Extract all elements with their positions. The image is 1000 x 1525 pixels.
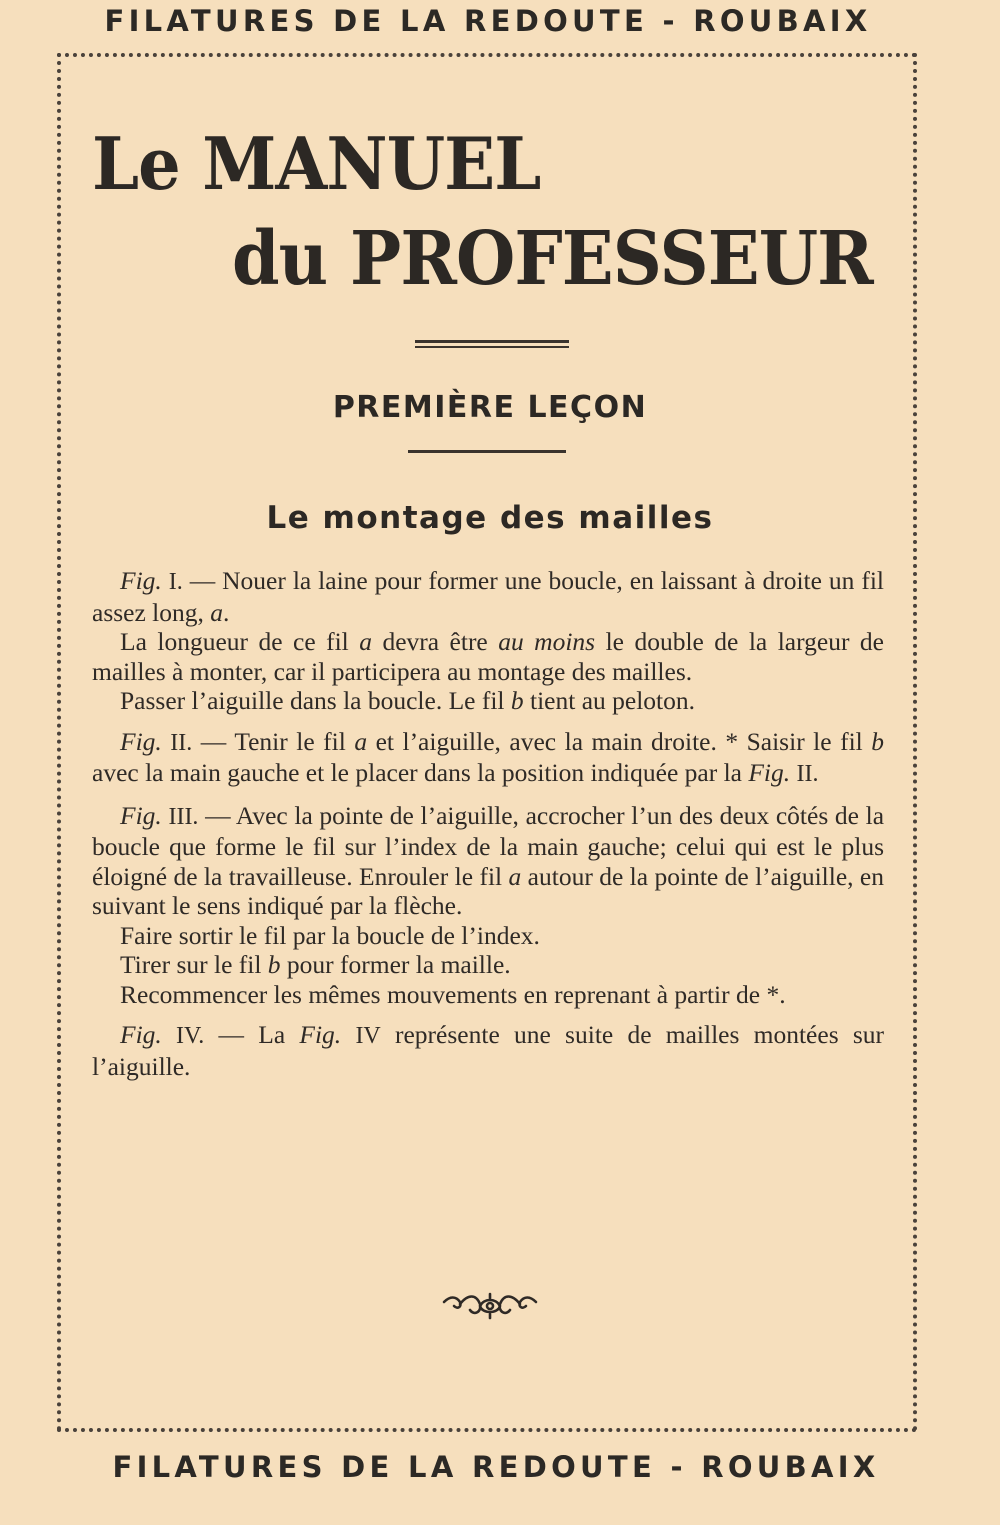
section-subtitle: Le montage des mailles [266, 500, 714, 536]
paragraph-text: et l’aiguille, avec la main droite. * Saisir le fil [367, 726, 872, 756]
paragraph-text: Tirer sur le fil [120, 950, 268, 979]
lesson-heading: PREMIÈRE LEÇON [332, 390, 648, 425]
fig-number: I. [168, 569, 183, 595]
paragraph-text: représente une suite de mailles montées sur l’aiguille. [92, 1020, 885, 1081]
footer-banner: FILATURES DE LA REDOUTE - ROUBAIX [112, 1450, 880, 1484]
paragraph-text: — La [204, 1020, 300, 1049]
paragraph-text: — Tenir le fil [192, 726, 355, 756]
title-rule-lower [415, 346, 569, 348]
fig-label: Fig. [748, 758, 791, 787]
paragraph-fig-2 [92, 727, 884, 790]
page-title-line-1: Le MANUEL [92, 121, 541, 206]
paragraph-text: Passer l’aiguille dans la boucle. Le fil [120, 686, 511, 715]
paragraph-needle [92, 686, 884, 716]
paragraph-fig-4 [92, 1020, 884, 1081]
fig-label: Fig. [120, 566, 162, 595]
paragraph-text: tient au peloton. [523, 686, 696, 715]
paragraph-fig-3 [92, 801, 884, 921]
fig-number: III. [168, 803, 199, 830]
variable-letter: a [359, 627, 372, 656]
paragraph-text: devra être [371, 627, 499, 656]
paragraph-text: pour former la maille. [280, 950, 511, 979]
header-banner: FILATURES DE LA REDOUTE - ROUBAIX [104, 4, 872, 38]
lesson-rule [408, 450, 566, 453]
paragraph-text: — Nouer la laine pour former une boucle, en laissant à droite un fil assez long, [92, 566, 885, 627]
paragraph-text: Recommencer les mêmes mouvements en reprenant à partir de *. [120, 979, 786, 1009]
paragraph-text: le double de la largeur de mailles à monter, car il participera au montage des mailles. [92, 627, 884, 686]
fleuron-ornament-icon [440, 1288, 540, 1322]
fig-number: II. [170, 729, 193, 756]
paragraph-pull [92, 950, 884, 980]
paragraph-text: La longueur de ce fil [120, 627, 360, 656]
variable-letter: b [510, 686, 524, 715]
paragraph-end: . [223, 597, 230, 627]
paragraph-text: avec la main gauche et le placer dans la position indiquée par la [92, 758, 749, 787]
fig-label: Fig. [299, 1020, 342, 1049]
fig-number: II. [796, 761, 819, 787]
fig-label: Fig. [120, 726, 162, 756]
fig-label: Fig. [120, 1020, 162, 1049]
title-rule-upper [415, 340, 569, 343]
emphasis-text: au moins [498, 627, 596, 656]
variable-letter: a [508, 861, 522, 891]
fig-label: Fig. [120, 800, 162, 830]
variable-letter: b [871, 726, 884, 756]
paragraph-text: Faire sortir le fil par la boucle de l’index. [120, 920, 540, 950]
variable-letter: a [210, 597, 224, 627]
instruction-text [92, 566, 884, 1081]
variable-letter: a [354, 726, 368, 756]
fig-number: IV. [176, 1023, 205, 1049]
paragraph-length [92, 627, 884, 686]
page-title-line-2: du PROFESSEUR [232, 216, 873, 302]
fig-number: IV [355, 1023, 381, 1049]
paragraph-text: — Avec la pointe de l’aiguille, accrocher l’un des deux côtés de la boucle que forme le fil sur l’index de la main gauche; celui qui est le plus éloigné de la travailleuse. Enrouler le fil [92, 800, 885, 891]
paragraph-fig-1 [92, 566, 884, 627]
paragraph-text: autour de la pointe de l’aiguille, en suivant le sens indiqué par la flèche. [92, 861, 884, 920]
variable-letter: b [267, 950, 281, 979]
paragraph-loop [92, 921, 884, 951]
paragraph-repeat [92, 980, 884, 1010]
